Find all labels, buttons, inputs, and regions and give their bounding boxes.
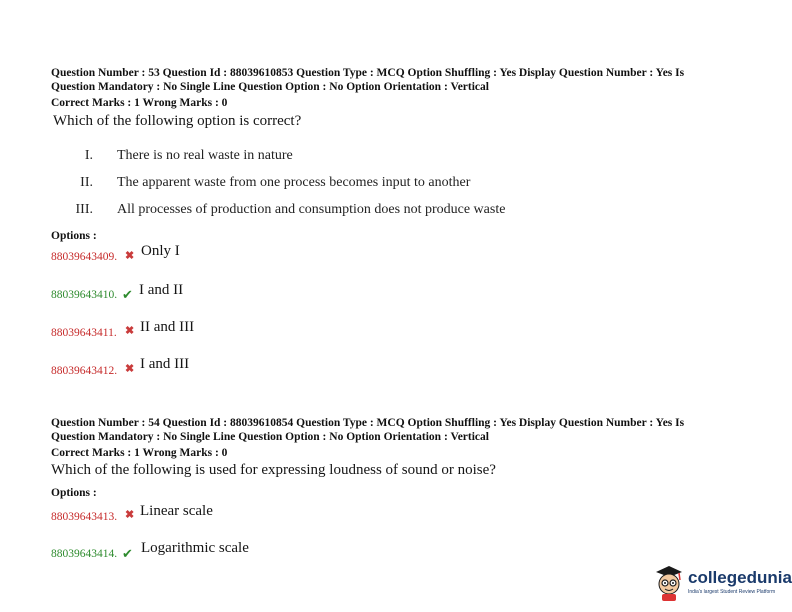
q53-statement-3-text: All processes of production and consumption does not produce waste [117, 202, 506, 217]
q54-option-2-text[interactable]: Logarithmic scale [141, 540, 249, 556]
q54-marks: Correct Marks : 1 Wrong Marks : 0 [51, 447, 228, 459]
q54-meta-line1: Question Number : 54 Question Id : 88039610854 Question Type : MCQ Option Shuffling : Yes Display Question Number : Yes Is [51, 417, 685, 429]
brand-tagline: India's largest Student Review Platform [688, 589, 776, 595]
q54-option-1-text[interactable]: Linear scale [140, 503, 213, 519]
cross-icon: ✖ [125, 250, 135, 262]
cross-icon: ✖ [125, 363, 135, 375]
q53-options-label: Options : [51, 230, 97, 242]
q53-option-4-text[interactable]: I and III [140, 356, 190, 372]
q53-option-2-text[interactable]: I and II [139, 282, 184, 298]
q54-option-2-id: 88039643414. [51, 548, 118, 560]
q53-option-2-id: 88039643410. [51, 289, 118, 301]
q54-options-label: Options : [51, 487, 97, 499]
check-icon: ✔ [122, 546, 133, 561]
q53-statement-2-text: The apparent waste from one process becomes input to another [117, 175, 471, 190]
q54-option-1-id: 88039643413. [51, 511, 118, 523]
q53-option-3-text[interactable]: II and III [140, 319, 195, 335]
q53-statement-3-number: III. [75, 202, 93, 217]
q53-meta-line2: Question Mandatory : No Single Line Question Option : No Option Orientation : Vertical [51, 81, 489, 93]
q53-option-1-text[interactable]: Only I [141, 243, 180, 259]
cross-icon: ✖ [125, 509, 135, 521]
cross-icon: ✖ [125, 325, 135, 337]
q53-option-3-id: 88039643411. [51, 327, 117, 339]
student-mascot-icon [652, 562, 686, 602]
q53-option-4-id: 88039643412. [51, 365, 118, 377]
collegedunia-logo [652, 562, 792, 604]
check-icon: ✔ [122, 287, 133, 302]
brand-name: collegedunia [688, 568, 792, 587]
q53-statement-2-number: II. [80, 175, 93, 190]
q53-statement-1-number: I. [84, 148, 93, 163]
q53-marks: Correct Marks : 1 Wrong Marks : 0 [51, 97, 228, 109]
q53-statement-1-text: There is no real waste in nature [117, 148, 293, 163]
q54-question-text: Which of the following is used for expressing loudness of sound or noise? [51, 462, 496, 478]
q53-meta-line1: Question Number : 53 Question Id : 88039610853 Question Type : MCQ Option Shuffling : Yes Display Question Number : Yes Is [51, 67, 685, 79]
q53-option-1-id: 88039643409. [51, 251, 118, 263]
q54-meta-line2: Question Mandatory : No Single Line Question Option : No Option Orientation : Vertical [51, 431, 489, 443]
q53-question-text: Which of the following option is correct? [53, 113, 302, 129]
